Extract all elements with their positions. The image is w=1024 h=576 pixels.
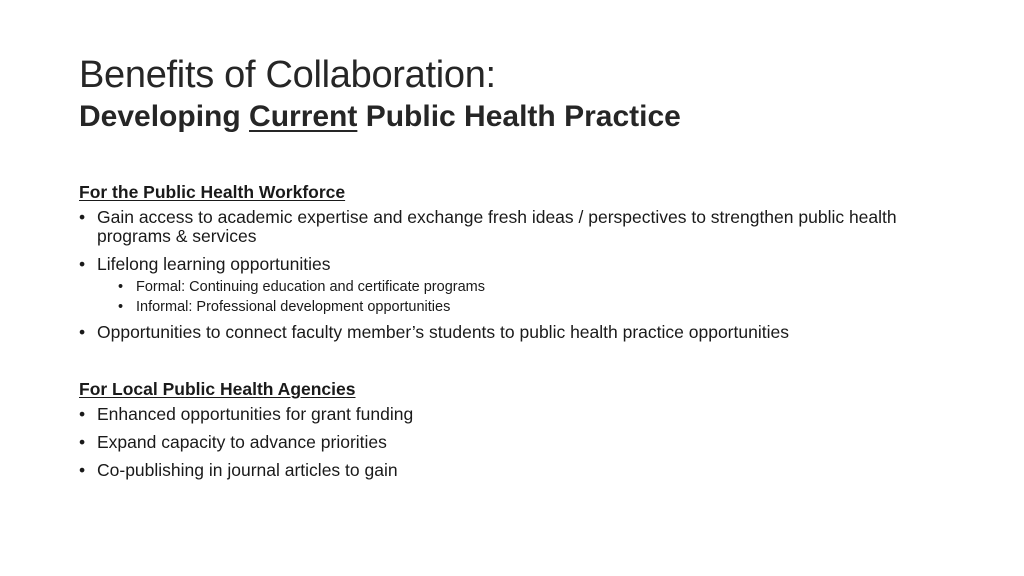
list-item	[79, 323, 959, 342]
subtitle-suffix: Public Health Practice	[357, 100, 681, 133]
subtitle-underlined-word: Current	[249, 100, 358, 133]
sub-bullet-text: Informal: Professional development opportunities	[136, 299, 451, 315]
section-heading-workforce: For the Public Health Workforce	[79, 182, 346, 202]
agencies-bullet-list	[79, 405, 959, 480]
slide-content	[79, 181, 959, 480]
list-item	[79, 255, 959, 317]
slide-subtitle	[79, 98, 979, 136]
bullet-text: Enhanced opportunities for grant funding	[97, 404, 414, 424]
bullet-marker: •	[79, 460, 86, 480]
workforce-bullet-list	[79, 208, 959, 342]
bullet-text: Gain access to academic expertise and exchange fresh ideas / perspectives to strengthen public health programs & services	[97, 207, 897, 246]
slide-title: Benefits of Collaboration:	[79, 54, 496, 96]
list-item	[79, 461, 959, 480]
sub-list-item	[118, 297, 959, 317]
bullet-marker: •	[118, 279, 124, 295]
bullet-marker: •	[79, 207, 86, 227]
bullet-marker: •	[79, 432, 86, 452]
bullet-marker: •	[118, 299, 124, 315]
bullet-text: Lifelong learning opportunities	[97, 254, 331, 274]
list-item	[79, 433, 959, 452]
subtitle-prefix: Developing	[79, 100, 250, 133]
sub-list-item	[118, 277, 959, 297]
sub-bullet-list	[97, 277, 959, 317]
list-item	[79, 208, 959, 246]
bullet-marker: •	[79, 322, 86, 342]
bullet-text: Expand capacity to advance priorities	[97, 432, 387, 452]
bullet-text: Co-publishing in journal articles to gain	[97, 460, 398, 480]
bullet-marker: •	[79, 404, 86, 424]
list-item	[79, 405, 959, 424]
sub-bullet-text: Formal: Continuing education and certificate programs	[136, 279, 485, 295]
section-spacer	[79, 342, 959, 378]
bullet-marker: •	[79, 254, 86, 274]
section-heading-local-agencies: For Local Public Health Agencies	[79, 379, 356, 399]
title-block	[79, 52, 979, 136]
bullet-text: Opportunities to connect faculty member’s students to public health practice opportunities	[97, 322, 789, 342]
